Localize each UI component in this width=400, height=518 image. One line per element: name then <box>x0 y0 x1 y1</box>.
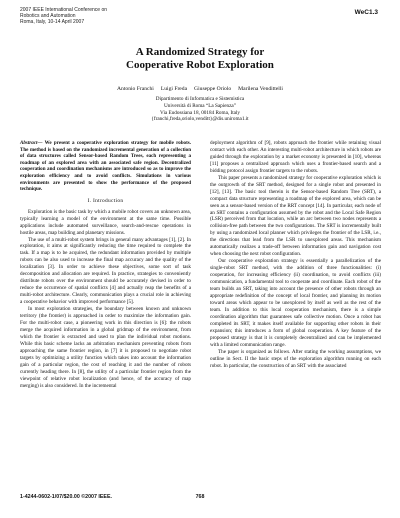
left-column <box>20 140 191 389</box>
right-column <box>210 140 381 369</box>
session-code: WeC1.3 <box>354 9 378 16</box>
paragraph: This paper presents a randomized strategy for cooperative exploration which is the outgrowth of the SRT method, designed for a single robot and presented in [12], [13]. The basic tool therein is the Sensor-based Random Tree (SRT), a compact data structure representing a roadmap of the explored area, which can be seen as a sensor-based version of the RRT concept [14]. In particular, each node of an SRT contains a configuration assumed by the robot and the Local Safe Region (LSR) perceived from that location, while an arc between two nodes represents a collision-free path between the two configurations. The SRT is incrementally built by using a randomized local planner which privileges the frontier of the LSR, i.e., the directions that lead from the LSR to unexplored areas. This mechanism automatically realizes a trade-off between information gain and navigation cost when choosing the next robot configuration. <box>210 174 381 258</box>
abstract-text: — We present a cooperative exploration strategy for mobile robots. The method is based on the randomized incremental generation of a collection of data structures called Sensor-based Random Trees, each representing a roadmap of an explored area with an associated safe region. Decentralized cooperation and coordination mechanisms are introduced so as to improve the exploration efficiency and to avoid conflicts. Simulations in various environments are presented to show the performance of the proposed technique. <box>20 140 191 193</box>
page-number: 768 <box>195 494 205 500</box>
affiliation-email: {franchi,freda,oriolo,venditt}@dis.uniroma1.it <box>151 116 249 123</box>
conference-line-1: 2007 IEEE International Conference on <box>20 7 108 13</box>
affiliation <box>0 96 400 123</box>
conference-line-3: Roma, Italy, 10-14 April 2007 <box>20 19 85 25</box>
paragraph: The use of a multi-robot system brings in general many advantages [1], [2]. In exploration, it aims at significantly reducing the time required to complete the task. If a map is to be acquired, the redundant information provided by multiple robots can be also used to increase the final map accuracy and the quality of the localization [3]. In order to achieve these objectives, some sort of task decomposition and allocation are required. In practice, strategies to conveniently distribute robots over the environment should be accurately devised in order to reduce the occurrence of spatial conflicts [4] and actually reap the benefits of a multi-robot architecture. Clearly, communication plays a crucial role in achieving a cooperative behavior with improved performance [5]. <box>20 236 191 306</box>
abstract-label: Abstract <box>20 140 38 146</box>
conference-line-2: Robotics and Automation <box>20 13 76 19</box>
paragraph: Our cooperative exploration strategy is essentially a parallelization of the single-robot SRT method, with the addition of three functionalities: (i) cooperation, for increasing efficiency (ii) coordination, to avoid conflicts (iii) communication, a fundamental tool to cooperate and coordinate. Each robot of the team builds an SRT, taking into account the presence of other robots through an appropriate redefinition of the concept of local frontier, and planning its motion toward areas which appear to be unexplored by itself as well as the rest of the team. In addition to this local cooperation mechanism, there is a simple coordination algorithm that guarantees safe collective motion. Once a robot has completed its SRT, it makes itself available for supporting other robots in their expansion; this introduces a form of global cooperation. A key feature of the proposed strategy is that it is completely decentralized and can be implemented with a limited communication range. <box>210 258 381 348</box>
paragraph: In most exploration strategies, the boundary between known and unknown territory (the frontier) is approached in order to maximize the information gain. For the multi-robot case, a pioneering work in this direction is [6]: the robots merge the acquired information in a global gridmap of the environment, from which the frontier is extracted and used to plan the individual robot motions. While this basic scheme lacks an arbitration mechanism preventing robots from approaching the same frontier region, in [7] it is proposed to negotiate robot targets by optimizing a utility function which takes into account the information gain of a particular region, the cost of reaching it and the number of robots currently heading there. In [8], the utility of a particular frontier region from the viewpoint of relative robot localization (and hence, of the accuracy of map merging) is also considered. In the incremental <box>20 306 191 389</box>
affiliation-line-3: Via Eudossiana 18, 00184 Roma, Italy <box>160 109 240 116</box>
title-line-2: Cooperative Robot Exploration <box>126 59 274 71</box>
section-heading-introduction: I. Introduction <box>87 197 124 204</box>
paper-title <box>0 46 400 72</box>
paragraph: The paper is organized as follows. After stating the working assumptions, we outline in Sect. II the basic steps of the exploration algorithm running on each robot. In particular, the construction of an SRT with the associated <box>210 348 381 369</box>
authors: Antonio Franchi Luigi Freda Giuseppe Oriolo Marilena Vendittelli <box>117 86 283 92</box>
footer-isbn: 1-4244-0602-1/07/$20.00 ©2007 IEEE. <box>20 494 112 500</box>
paragraph: deployment algorithm of [9], robots approach the frontier while retaining visual contact with each other. An interesting multi-robot architecture in which robots are guided through the exploration by a market economy is presented in [10], whereas [11] proposes a centralized approach which uses a frontier-based search and a bidding protocol assign frontier targets to the robots. <box>210 140 381 174</box>
affiliation-line-2: Università di Roma “La Sapienza” <box>163 102 237 109</box>
affiliation-line-1: Dipartimento di Informatica e Sistemistica <box>155 96 245 102</box>
abstract <box>20 140 191 193</box>
conference-header <box>20 7 107 25</box>
title-line-1: A Randomized Strategy for <box>135 46 265 58</box>
paragraph: Exploration is the basic task by which a mobile robot covers an unknown area, typically learning a model of the environment at the same time. Possible applications include automated surveillance, search-and-rescue operations in hostile areas, map building and planetary missions. <box>20 208 191 236</box>
